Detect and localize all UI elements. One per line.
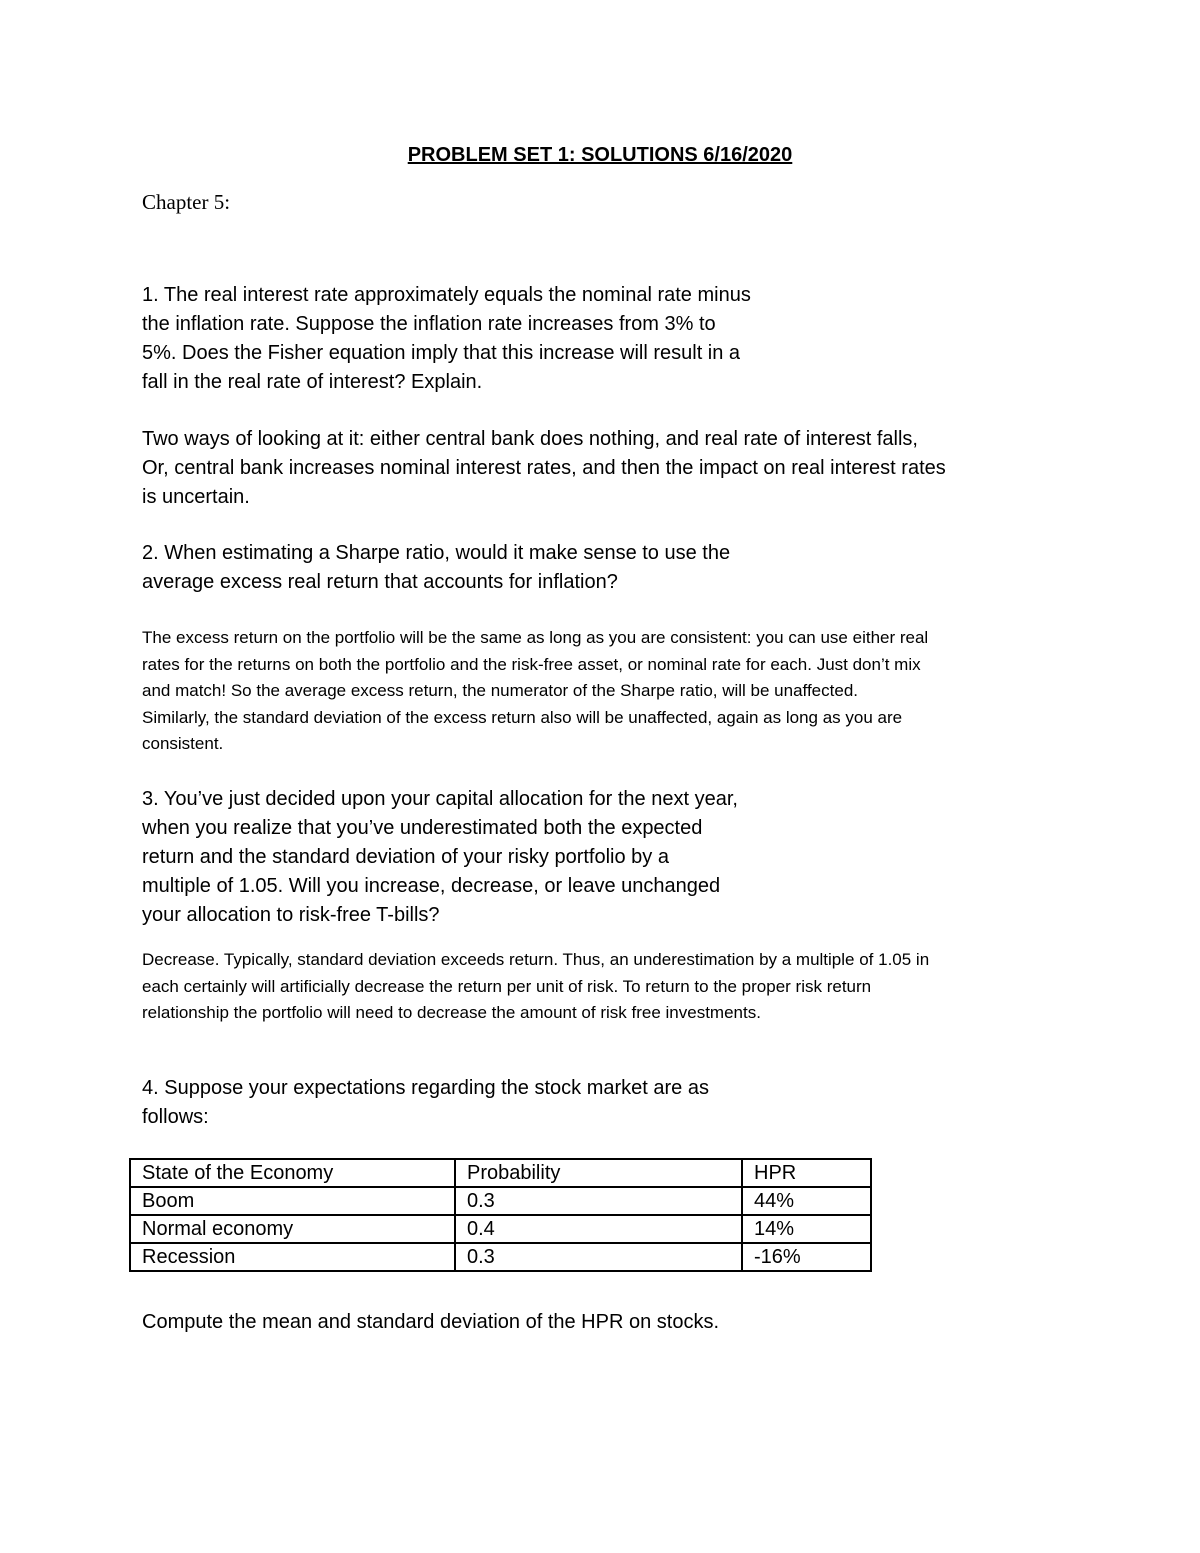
answer-2-line: The excess return on the portfolio will be the same as long as you are consistent: you can use either real	[142, 628, 929, 647]
answer-3-line: relationship the portfolio will need to decrease the amount of risk free investments.	[142, 1003, 761, 1022]
question-4-followup: Compute the mean and standard deviation of the HPR on stocks.	[142, 1311, 720, 1333]
question-3	[142, 785, 738, 930]
table-cell: 0.3	[455, 1187, 742, 1215]
answer-1	[142, 425, 946, 512]
question-4-line: follows:	[142, 1106, 209, 1128]
table-cell: Recession	[130, 1243, 455, 1271]
table-row	[130, 1187, 871, 1215]
question-3-line: when you realize that you’ve underestimated both the expected	[142, 817, 703, 839]
answer-2-line: Similarly, the standard deviation of the excess return also will be unaffected, again as long as you are	[142, 707, 903, 727]
answer-1-line: is uncertain.	[142, 486, 250, 508]
table-header-cell: HPR	[742, 1159, 871, 1187]
question-1	[142, 281, 751, 397]
answer-2-line: rates for the returns on both the portfolio and the risk-free asset, or nominal rate for each. Just don’t mix	[142, 654, 921, 674]
question-4	[142, 1074, 709, 1132]
question-1-line: 5%. Does the Fisher equation imply that this increase will result in a	[142, 342, 741, 364]
table-cell: 0.3	[455, 1243, 742, 1271]
question-1-line: the inflation rate. Suppose the inflation rate increases from 3% to	[142, 313, 716, 335]
question-2-line: 2. When estimating a Sharpe ratio, would it make sense to use the	[142, 542, 731, 564]
answer-2-line: consistent.	[142, 734, 224, 753]
table-header-cell: State of the Economy	[130, 1159, 455, 1187]
table-cell: 14%	[742, 1215, 871, 1243]
page-title: PROBLEM SET 1: SOLUTIONS 6/16/2020	[407, 144, 793, 166]
answer-1-line: Or, central bank increases nominal interest rates, and then the impact on real interest rates	[142, 457, 946, 479]
question-3-line: multiple of 1.05. Will you increase, decrease, or leave unchanged	[142, 875, 721, 897]
chapter-heading: Chapter 5:	[142, 190, 231, 214]
question-1-line: 1. The real interest rate approximately equals the nominal rate minus	[142, 284, 751, 306]
answer-3-line: Decrease. Typically, standard deviation exceeds return. Thus, an underestimation by a multiple of 1.05 in	[142, 950, 930, 969]
question-3-line: your allocation to risk-free T-bills?	[142, 904, 440, 926]
question-4-line: 4. Suppose your expectations regarding the stock market are as	[142, 1077, 709, 1099]
hpr-table	[129, 1158, 872, 1272]
table-cell: 0.4	[455, 1215, 742, 1243]
answer-2	[142, 625, 928, 758]
question-3-line: 3. You’ve just decided upon your capital allocation for the next year,	[142, 788, 738, 810]
table-cell: Normal economy	[130, 1215, 455, 1243]
answer-2-line: and match! So the average excess return, the numerator of the Sharpe ratio, will be unaffected.	[142, 681, 858, 700]
answer-1-line: Two ways of looking at it: either central bank does nothing, and real rate of interest falls,	[142, 428, 918, 450]
table-header-cell: Probability	[455, 1159, 742, 1187]
table-cell: -16%	[742, 1243, 871, 1271]
table-cell: 44%	[742, 1187, 871, 1215]
question-3-line: return and the standard deviation of your risky portfolio by a	[142, 846, 669, 868]
question-1-line: fall in the real rate of interest? Explain.	[142, 371, 483, 393]
table-row	[130, 1215, 871, 1243]
table-header-row	[130, 1159, 871, 1187]
question-2-line: average excess real return that accounts for inflation?	[142, 571, 618, 593]
table-row	[130, 1243, 871, 1271]
question-2	[142, 539, 730, 597]
answer-3	[142, 947, 929, 1027]
answer-3-line: each certainly will artificially decrease the return per unit of risk. To return to the proper risk return	[142, 976, 872, 996]
table-cell: Boom	[130, 1187, 455, 1215]
